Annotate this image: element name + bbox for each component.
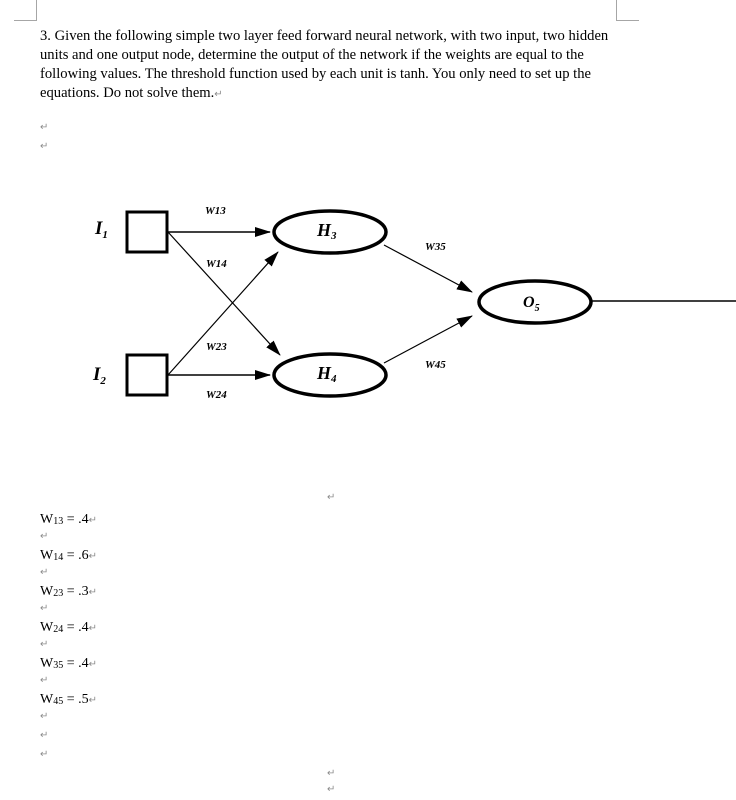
input-1-subscript: 1 <box>102 229 108 241</box>
paragraph-mark-icon: ↵ <box>40 711 49 722</box>
weight-value-line <box>40 692 97 709</box>
weight-value-line <box>40 656 97 673</box>
weight-value: = .4 <box>63 512 89 527</box>
paragraph-mark-icon: ↵ <box>88 587 98 598</box>
weight-label-w14: W14 <box>206 258 227 270</box>
paragraph-mark-icon: ↵ <box>88 551 98 562</box>
weight-subscript: 35 <box>53 660 64 671</box>
paragraph-mark-icon: ↵ <box>88 659 98 670</box>
output-5-subscript: 5 <box>534 303 540 314</box>
weight-value: = .6 <box>63 548 89 563</box>
paragraph-mark-icon: ↵ <box>327 784 336 795</box>
weight-subscript: 45 <box>53 696 64 707</box>
paragraph-mark-icon: ↵ <box>327 768 336 779</box>
weight-name: W <box>40 620 54 635</box>
question-text: 3. Given the following simple two layer feed forward neural network, with two input, two hidden units and one output node, determine the output of the network if the weights are equal to the following values. The threshold function used by each unit is tanh. You only need to set up the equations. Do not solve them. <box>40 28 609 101</box>
hidden-3-subscript: 3 <box>331 230 337 242</box>
paragraph-mark-icon: ↵ <box>40 122 49 133</box>
input-2-subscript: 2 <box>100 375 106 387</box>
weight-label-w13: W13 <box>205 205 226 217</box>
weight-label-w23: W23 <box>206 341 227 353</box>
input-node-1 <box>127 212 167 252</box>
weight-name: W <box>40 692 54 707</box>
weight-subscript: 14 <box>53 552 64 563</box>
paragraph-mark-icon: ↵ <box>88 695 98 706</box>
hidden-3-letter: H <box>317 220 332 240</box>
weight-value: = .5 <box>63 692 89 707</box>
input-1-letter: I <box>95 218 103 239</box>
output-5-letter: O <box>523 294 535 311</box>
weight-value-line <box>40 620 97 637</box>
weight-name: W <box>40 548 54 563</box>
hidden-4-subscript: 4 <box>331 373 337 385</box>
input-2-label <box>92 364 106 387</box>
paragraph-mark-icon: ↵ <box>40 639 49 650</box>
paragraph-mark-icon: ↵ <box>40 141 49 152</box>
paragraph-mark-icon: ↵ <box>40 603 49 614</box>
paragraph-mark-icon: ↵ <box>214 89 223 100</box>
edge-i2-h3 <box>168 252 278 375</box>
weight-label-w24: W24 <box>206 389 227 401</box>
weight-subscript: 13 <box>53 516 64 527</box>
input-node-2 <box>127 355 167 395</box>
weight-value: = .3 <box>63 584 89 599</box>
weight-value: = .4 <box>63 620 89 635</box>
paragraph-mark-icon: ↵ <box>40 749 49 760</box>
edge-h4-o5 <box>384 316 472 363</box>
input-1-label <box>94 218 108 241</box>
paragraph-mark-icon: ↵ <box>40 730 49 741</box>
weight-value-line <box>40 584 97 601</box>
edge-i1-h4 <box>168 232 280 355</box>
weight-subscript: 23 <box>53 588 64 599</box>
paragraph-mark-icon: ↵ <box>88 515 98 526</box>
weight-value: = .4 <box>63 656 89 671</box>
paragraph-mark-icon: ↵ <box>40 531 49 542</box>
output-node-5 <box>479 281 591 323</box>
weight-name: W <box>40 584 54 599</box>
weight-value-line <box>40 512 97 529</box>
paragraph-mark-icon: ↵ <box>327 492 336 503</box>
weight-name: W <box>40 512 54 527</box>
weight-subscript: 24 <box>53 624 64 635</box>
input-2-letter: I <box>93 364 101 385</box>
weight-name: W <box>40 656 54 671</box>
weight-label-w45: W45 <box>425 359 446 371</box>
hidden-4-letter: H <box>317 363 332 383</box>
weight-value-line <box>40 548 97 565</box>
paragraph-mark-icon: ↵ <box>40 675 49 686</box>
paragraph-mark-icon: ↵ <box>88 623 98 634</box>
paragraph-mark-icon: ↵ <box>40 567 49 578</box>
weight-label-w35: W35 <box>425 241 446 253</box>
